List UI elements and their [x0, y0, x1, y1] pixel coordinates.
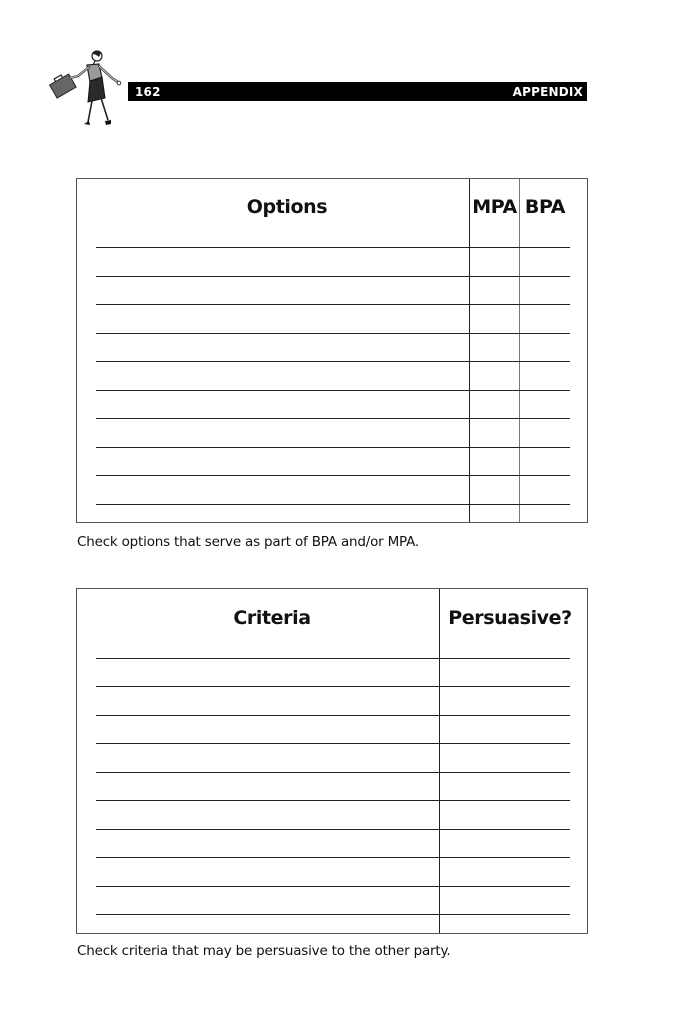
options-row-line — [96, 361, 570, 362]
criteria-row-line — [96, 772, 570, 773]
options-header: Options — [246, 196, 328, 218]
criteria-row-line — [96, 743, 570, 744]
mpa-header: MPA — [472, 196, 517, 218]
options-row-line — [96, 276, 570, 277]
options-worksheet — [76, 178, 588, 523]
criteria-row-line — [96, 857, 570, 858]
criteria-row-line — [96, 829, 570, 830]
options-row-line — [96, 504, 570, 505]
criteria-row-line — [96, 800, 570, 801]
criteria-row-line — [96, 715, 570, 716]
criteria-column-divider — [439, 589, 440, 933]
criteria-caption: Check criteria that may be persuasive to the other party. — [77, 943, 451, 959]
options-caption: Check options that serve as part of BPA and/or MPA. — [77, 534, 420, 550]
section-title: APPENDIX — [512, 84, 583, 99]
options-row-line — [96, 447, 570, 448]
running-header — [128, 82, 587, 101]
criteria-row-line — [96, 658, 570, 659]
businesswoman-illustration — [46, 48, 124, 134]
persuasive-header: Persuasive? — [448, 607, 572, 629]
criteria-row-line — [96, 914, 570, 915]
bpa-header: BPA — [524, 196, 566, 218]
options-row-line — [96, 475, 570, 476]
options-row-line — [96, 304, 570, 305]
options-column-divider — [469, 179, 470, 522]
criteria-worksheet — [76, 588, 588, 934]
criteria-row-line — [96, 686, 570, 687]
criteria-header: Criteria — [233, 607, 311, 629]
options-row-line — [96, 390, 570, 391]
options-row-line — [96, 247, 570, 248]
options-row-line — [96, 418, 570, 419]
mpa-column-divider — [519, 179, 520, 522]
options-row-line — [96, 333, 570, 334]
criteria-row-line — [96, 886, 570, 887]
page-number: 162 — [135, 84, 161, 99]
